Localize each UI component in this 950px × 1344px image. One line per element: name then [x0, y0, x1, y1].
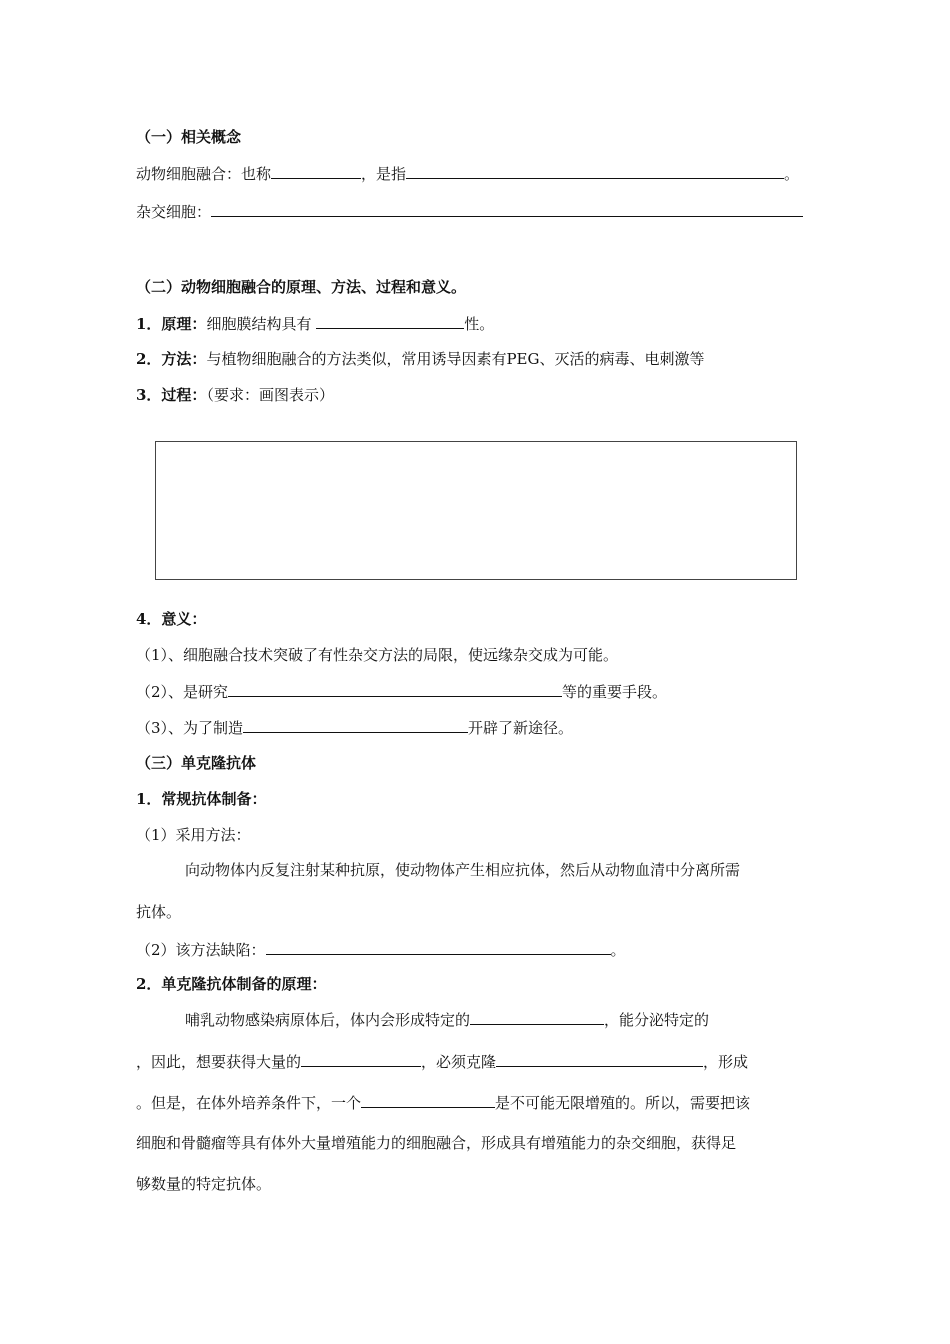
- fusion-label: 动物细胞融合：也称: [136, 165, 272, 183]
- research-blank[interactable]: [228, 681, 562, 697]
- section-1-heading: （一）相关概念: [136, 128, 242, 146]
- clone-blank[interactable]: [496, 1051, 703, 1067]
- hybrid-blank[interactable]: [211, 201, 803, 217]
- definition-blank[interactable]: [406, 163, 784, 179]
- section-3-heading: （三）单克隆抗体: [136, 754, 257, 772]
- obtain-blank[interactable]: [301, 1051, 421, 1067]
- principle-text: 细胞膜结构具有: [206, 315, 317, 333]
- principle-end: 性。: [464, 315, 495, 333]
- monoclonal-principle-heading: 2．单克隆抗体制备的原理：: [136, 975, 327, 993]
- method-line: [136, 349, 704, 369]
- hybrid-label: 杂交细胞：: [136, 203, 212, 221]
- manufacture-blank[interactable]: [243, 717, 468, 733]
- process-line: [136, 385, 334, 405]
- process-label: 3．过程：: [136, 386, 207, 404]
- significance-3-text: （3）、为了制造: [136, 719, 244, 737]
- alias-blank[interactable]: [271, 163, 361, 179]
- significance-label: 4．意义：: [136, 610, 207, 628]
- section-2-heading: （二）动物细胞融合的原理、方法、过程和意义。: [136, 278, 467, 296]
- fusion-mid: ，是指: [361, 165, 407, 183]
- defect-end: 。: [610, 941, 626, 959]
- drawing-box[interactable]: [155, 441, 797, 580]
- significance-3-end: 开辟了新途径。: [468, 719, 574, 737]
- process-text: （要求：画图表示）: [206, 386, 334, 404]
- principle-para-1: [185, 1009, 709, 1030]
- significance-item-3: [136, 717, 573, 738]
- conventional-antibody-heading: 1．常规抗体制备：: [136, 790, 267, 808]
- fusion-end: 。: [784, 165, 800, 183]
- principle-para-2-b: ，必须克隆: [421, 1053, 497, 1071]
- method-adopted-label: （1）采用方法：: [136, 826, 251, 844]
- principle-para-4: 细胞和骨髓瘤等具有体外大量增殖能力的细胞融合，形成具有增殖能力的杂交细胞，获得足: [136, 1134, 737, 1152]
- fusion-definition-line: [136, 163, 799, 184]
- method-defect-line: [136, 939, 626, 960]
- principle-para-2-c: ，形成: [703, 1053, 749, 1071]
- significance-2-text: （2）、是研究: [136, 683, 229, 701]
- principle-line: [136, 313, 494, 334]
- method-desc-2: 抗体。: [136, 903, 182, 921]
- hybrid-cell-line: [136, 201, 803, 222]
- principle-para-2-a: ，因此，想要获得大量的: [136, 1053, 302, 1071]
- principle-blank[interactable]: [316, 313, 464, 329]
- principle-para-3-b: 是不可能无限增殖的。所以，需要把该: [495, 1094, 751, 1112]
- method-desc-1: 向动物体内反复注射某种抗原，使动物体产生相应抗体，然后从动物血清中分离所需: [185, 861, 741, 879]
- principle-label: 1．原理：: [136, 315, 207, 333]
- method-text: 与植物细胞融合的方法类似，常用诱导因素有PEG、灭活的病毒、电刺激等: [206, 350, 705, 368]
- principle-para-3: [136, 1092, 750, 1113]
- significance-item-2: [136, 681, 667, 702]
- single-cell-blank[interactable]: [361, 1092, 495, 1108]
- principle-para-5: 够数量的特定抗体。: [136, 1175, 272, 1193]
- principle-para-1-a: 哺乳动物感染病原体后，体内会形成特定的: [185, 1011, 471, 1029]
- principle-para-2: [136, 1051, 748, 1072]
- defect-blank[interactable]: [266, 939, 611, 955]
- method-label: 2．方法：: [136, 350, 207, 368]
- significance-item-1: （1）、细胞融合技术突破了有性杂交方法的局限，使远缘杂交成为可能。: [136, 646, 619, 664]
- significance-2-end: 等的重要手段。: [562, 683, 668, 701]
- specific-cell-blank[interactable]: [470, 1009, 604, 1025]
- principle-para-1-b: ，能分泌特定的: [604, 1011, 710, 1029]
- defect-label: （2）该方法缺陷：: [136, 941, 266, 959]
- principle-para-3-a: 。但是，在体外培养条件下，一个: [136, 1094, 362, 1112]
